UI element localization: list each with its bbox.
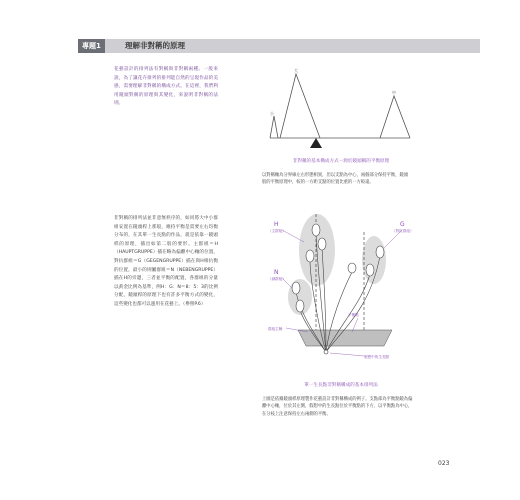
diagram2-note: 上圖是依據鏡頭桿原理製作花藝設計非對稱構成的例子。支點部為平衡點鏡為偏離中心軸，位於其左側，假想中的生長點位於平衡點的下方，以平衡點為中心，在分枝上注意保持左右兩側的平衡。 <box>262 397 413 417</box>
intro-paragraph: 花藝設計的排列法有對稱與非對稱兩種。一般來說，為了讓花卉排列的排列能自然的呈現作品的美感，需要理解非對稱的構成方式。在這裡，我們利用鏡頭對稱的原理與其變化，來說明非對稱的法則。 <box>114 67 218 107</box>
topic-tag: 專題1 <box>78 39 105 53</box>
mark-medium: 中 <box>392 90 396 95</box>
diagram2-caption: 單一生長點非對稱構成的基本排列法 <box>304 383 378 388</box>
mark-small: 小 <box>270 111 274 116</box>
g-group-shade <box>362 236 386 284</box>
diagram1-note: 以對稱軸為分界線左右形態相異，但以支點為中心，兩個部分保持平衡，鏡頭般的平衡原理中，較的一方距支點的位置比重的一方較遠。 <box>262 173 409 186</box>
fulcrum-icon <box>310 138 322 148</box>
label-grow: 群組主軸 <box>268 327 283 331</box>
label-g-sub: （對抗群組） <box>392 229 414 233</box>
small-peak <box>270 116 278 138</box>
arrangement-diagram <box>252 212 432 372</box>
label-axis: 平衡點 <box>348 313 359 317</box>
label-n: N <box>274 269 279 276</box>
label-h-sub: （主群組） <box>268 229 286 233</box>
diagram1-caption: 非對稱的基本構成方式－源於鏡頭稱的平衡原理 <box>292 159 390 164</box>
growth-point-icon <box>324 350 328 354</box>
balance-diagram <box>262 60 422 160</box>
medium-peak <box>380 96 410 138</box>
large-peak <box>280 74 320 138</box>
page-number: 023 <box>438 460 450 467</box>
label-point: 假想中的生長點 <box>364 355 390 359</box>
label-h: H <box>274 221 279 228</box>
label-g: G <box>400 221 405 228</box>
label-n-sub: （副群組） <box>268 277 286 281</box>
body-paragraph: 非對稱的排列法並非意無秩序的，如同將大中小群組安置在鏡頭桿上那般，維持平衡是需要左右均衡分布的，在其單一生長點的作品，就是依靠一鏡頭桿的原理，插出如第二般的要形。主群組＝H（HAUPTGRUPPE）插在略為偏離中心軸的位置，對抗群組＝G（GEGENGRUPPE）插在與H相抗衡的位置，最小的則屬群組＝N（NEBENGRUPPE）插在H的旁邊，三者並平衡的配置，各群組的分量以黃金比例為基準，例H：G：N＝8：5：3的比例分配，鏡頭桿的原理下也有許多平衡方式的變化，這些變化也都可以運用在花藝上。（參照P.6） <box>114 216 218 307</box>
mark-large: 大 <box>294 68 298 73</box>
page-title: 理解非對稱的原理 <box>125 41 185 50</box>
